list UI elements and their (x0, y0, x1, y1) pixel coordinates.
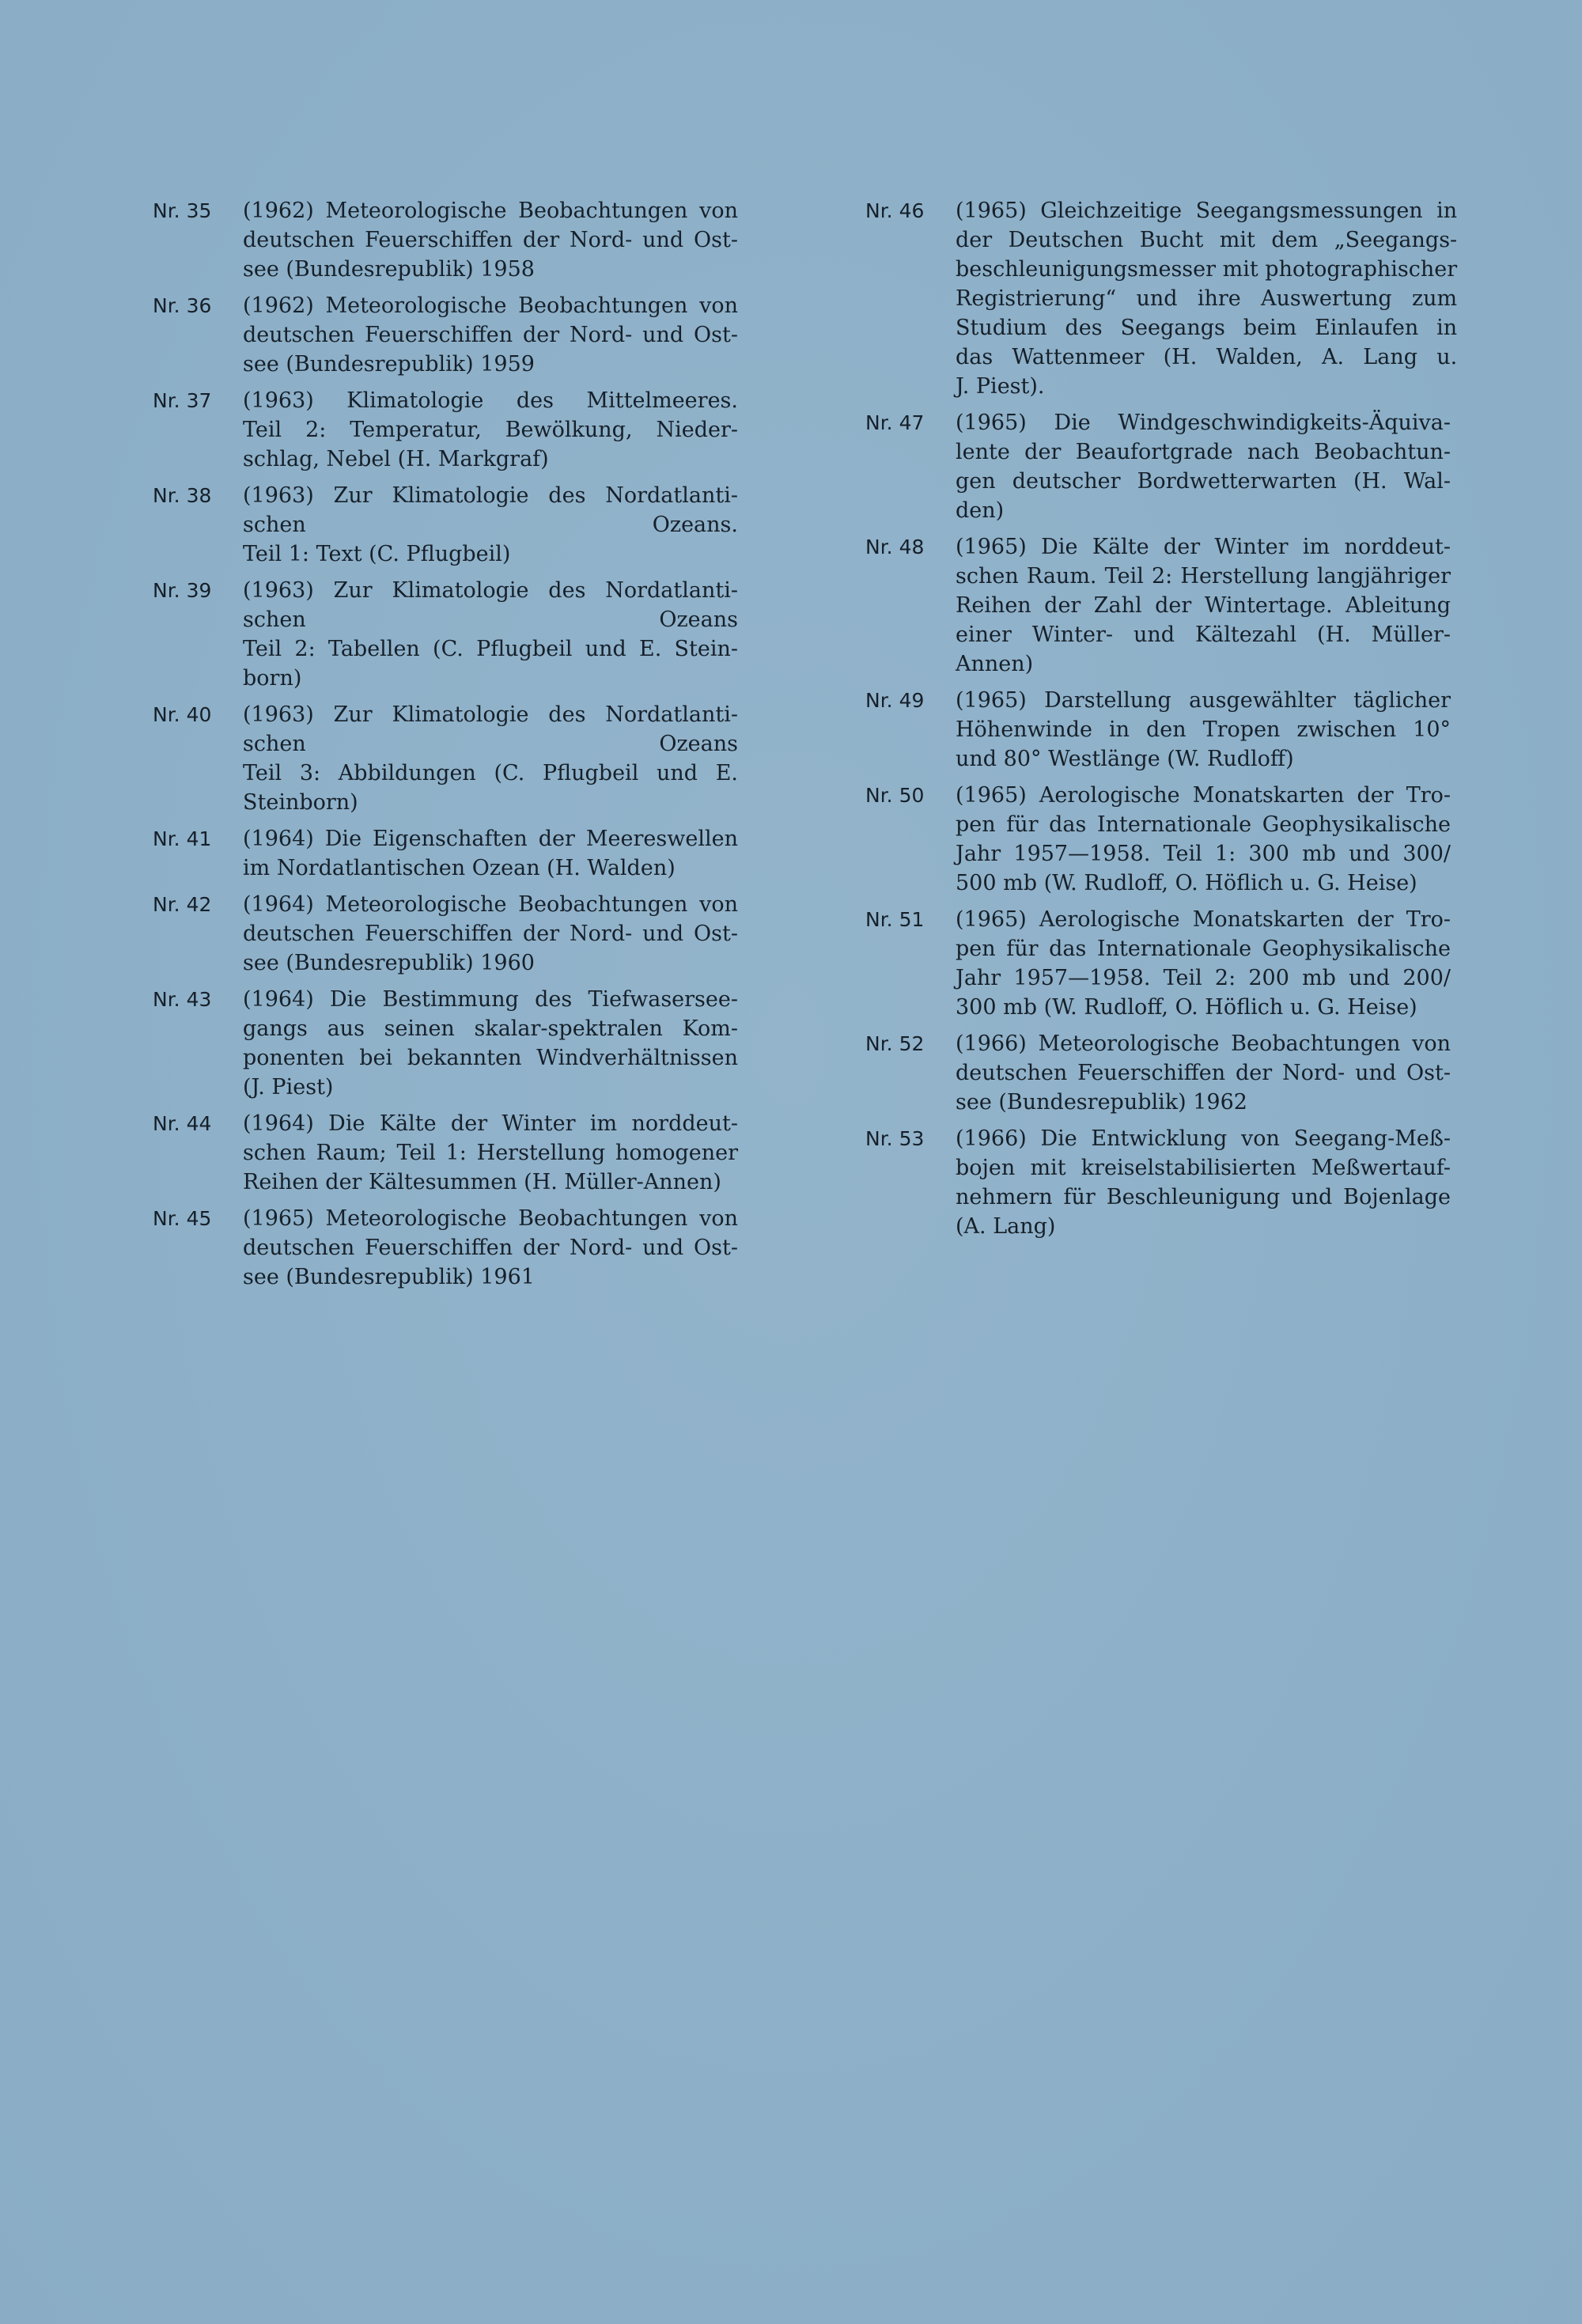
entry-line: im Nordatlantischen Ozean (H. Walden) (243, 856, 676, 880)
publication-entry (153, 1109, 738, 1197)
entry-line: schen Raum; Teil 1: Herstellung homogener (243, 1141, 738, 1165)
entry-text (243, 700, 738, 817)
entry-line: beschleunigungsmesser mit photographischer (956, 257, 1458, 282)
entry-line: (1965) Die Windgeschwindigkeits-Äquiva- (956, 411, 1451, 435)
entry-line: (1962) Meteorologische Beobachtungen von (243, 199, 738, 223)
publication-entry (865, 905, 1451, 1022)
publication-entry (153, 824, 738, 883)
entry-line: (1965) Gleichzeitige Seegangsmessungen in (956, 199, 1458, 223)
entry-line: (1966) Meteorologische Beobachtungen von (956, 1031, 1451, 1056)
entry-line: (1963) Zur Klimatologie des Nordatlanti- (243, 483, 738, 508)
entry-line: (1965) Meteorologische Beobachtungen von (243, 1206, 738, 1231)
entry-line: Steinborn) (243, 790, 358, 815)
entry-text (956, 781, 1451, 898)
entry-line: see (Bundesrepublik) 1960 (243, 951, 535, 975)
entry-line: (1964) Die Bestimmung des Tiefwasersee- (243, 987, 738, 1012)
entry-line: 500 mb (W. Rudloff, O. Höflich u. G. Heise) (956, 871, 1417, 895)
publication-entry (865, 1029, 1451, 1117)
entry-line: see (Bundesrepublik) 1962 (956, 1090, 1247, 1115)
publication-entry (153, 700, 738, 817)
entry-line: see (Bundesrepublik) 1961 (243, 1265, 535, 1289)
entry-line: schen Ozeans (243, 607, 738, 632)
entry-line: gen deutscher Bordwetterwarten (H. Wal- (956, 469, 1451, 494)
entry-line: schlag, Nebel (H. Markgraf) (243, 447, 549, 471)
publication-entry (865, 686, 1451, 774)
entry-text (956, 1124, 1451, 1241)
entry-line: J. Piest). (956, 374, 1045, 399)
entry-line: deutschen Feuerschiffen der Nord- und Ost- (243, 323, 738, 347)
entry-number: Nr. 50 (865, 784, 925, 807)
entry-number: Nr. 43 (153, 988, 212, 1011)
entry-text (956, 905, 1451, 1022)
entry-number: Nr. 53 (865, 1127, 925, 1150)
entry-text (243, 386, 738, 474)
entry-line: pen für das Internationale Geophysikalische (956, 937, 1451, 961)
entry-line: Registrierung“ und ihre Auswertung zum (956, 286, 1458, 311)
entry-line: schen Raum. Teil 2: Herstellung langjähriger (956, 564, 1451, 589)
entry-text (956, 1029, 1451, 1117)
entry-text (956, 686, 1451, 774)
entry-line: pen für das Internationale Geophysikalische (956, 812, 1451, 837)
entry-line: ponenten bei bekannten Windverhältnissen (243, 1046, 738, 1070)
entry-text (956, 408, 1451, 525)
entry-number: Nr. 39 (153, 579, 212, 602)
entry-line: den) (956, 498, 1005, 523)
entry-line: born) (243, 666, 302, 691)
right-column (865, 196, 1458, 1248)
entry-number: Nr. 35 (153, 199, 212, 222)
entry-line: (1965) Aerologische Monatskarten der Tro- (956, 907, 1451, 932)
publication-entry (865, 781, 1451, 898)
publication-entry (153, 890, 738, 978)
entry-line: see (Bundesrepublik) 1959 (243, 352, 535, 377)
publication-entry (865, 196, 1458, 401)
entry-line: der Deutschen Bucht mit dem „Seegangs- (956, 228, 1458, 252)
entry-text (243, 481, 738, 569)
publication-entry (865, 408, 1451, 525)
entry-line: 300 mb (W. Rudloff, O. Höflich u. G. Heise) (956, 995, 1417, 1020)
entry-line: deutschen Feuerschiffen der Nord- und Ost- (243, 228, 738, 252)
entry-text (243, 1109, 738, 1197)
entry-number: Nr. 47 (865, 411, 925, 434)
entry-text (243, 985, 738, 1102)
publication-entry (865, 1124, 1451, 1241)
entry-text (243, 824, 738, 883)
entry-line: Teil 1: Text (C. Pflugbeil) (243, 542, 511, 566)
publication-entry (153, 1204, 738, 1292)
entry-line: schen Ozeans. (243, 513, 738, 537)
entry-number: Nr. 46 (865, 199, 925, 222)
entry-line: (1964) Meteorologische Beobachtungen von (243, 892, 738, 917)
entry-text (243, 576, 738, 693)
entry-line: schen Ozeans (243, 732, 738, 756)
entry-text (243, 196, 738, 284)
left-column (153, 196, 738, 1299)
entry-line: (1965) Die Kälte der Winter im norddeut- (956, 535, 1451, 559)
entry-text (243, 1204, 738, 1292)
entry-number: Nr. 52 (865, 1032, 925, 1055)
entry-number: Nr. 36 (153, 294, 212, 317)
publication-entry (153, 291, 738, 379)
entry-text (956, 196, 1457, 401)
publication-entry (153, 196, 738, 284)
entry-line: Höhenwinde in den Tropen zwischen 10° (956, 717, 1451, 742)
entry-number: Nr. 37 (153, 389, 212, 412)
entry-number: Nr. 38 (153, 484, 212, 507)
entry-line: (1964) Die Kälte der Winter im norddeut- (243, 1111, 738, 1136)
entry-line: deutschen Feuerschiffen der Nord- und Ost- (956, 1061, 1451, 1085)
entry-number: Nr. 41 (153, 827, 212, 850)
entry-line: Teil 3: Abbildungen (C. Pflugbeil und E. (243, 761, 738, 785)
entry-line: lente der Beaufortgrade nach Beobachtun- (956, 440, 1451, 464)
entry-line: (1964) Die Eigenschaften der Meereswellen (243, 827, 738, 851)
entry-number: Nr. 40 (153, 703, 212, 726)
entry-line: (1963) Zur Klimatologie des Nordatlanti- (243, 578, 738, 603)
entry-line: Teil 2: Tabellen (C. Pflugbeil und E. Stein- (243, 637, 738, 661)
publication-entry (153, 481, 738, 569)
entry-line: Teil 2: Temperatur, Bewölkung, Nieder- (243, 418, 738, 442)
publication-entry (865, 532, 1451, 679)
entry-line: (1965) Darstellung ausgewählter täglicher (956, 688, 1451, 713)
entry-number: Nr. 42 (153, 893, 212, 916)
entry-line: Reihen der Kältesummen (H. Müller-Annen) (243, 1170, 721, 1194)
entry-line: deutschen Feuerschiffen der Nord- und Ost- (243, 922, 738, 946)
entry-text (243, 890, 738, 978)
entry-line: (1963) Zur Klimatologie des Nordatlanti- (243, 702, 738, 727)
entry-line: und 80° Westlänge (W. Rudloff) (956, 747, 1294, 771)
entry-line: deutschen Feuerschiffen der Nord- und Ost- (243, 1236, 738, 1260)
entry-number: Nr. 45 (153, 1207, 212, 1230)
entry-line: (J. Piest) (243, 1075, 334, 1100)
entry-line: Reihen der Zahl der Wintertage. Ableitung (956, 593, 1451, 618)
entry-line: (1965) Aerologische Monatskarten der Tro- (956, 783, 1451, 808)
entry-line: (1966) Die Entwicklung von Seegang-Meß- (956, 1126, 1451, 1151)
entry-text (243, 291, 738, 379)
entry-line: (1963) Klimatologie des Mittelmeeres. (243, 388, 738, 413)
entry-line: Jahr 1957—1958. Teil 2: 200 mb und 200/ (956, 966, 1451, 990)
publication-entry (153, 386, 738, 474)
entry-line: see (Bundesrepublik) 1958 (243, 257, 535, 282)
entry-number: Nr. 51 (865, 908, 925, 931)
publication-entry (153, 576, 738, 693)
entry-number: Nr. 49 (865, 689, 925, 712)
entry-line: Jahr 1957—1958. Teil 1: 300 mb und 300/ (956, 842, 1451, 866)
entry-number: Nr. 48 (865, 536, 925, 558)
entry-line: nehmern für Beschleunigung und Bojenlage (956, 1185, 1451, 1209)
entry-line: einer Winter- und Kältezahl (H. Müller- (956, 623, 1451, 647)
entry-line: Annen) (956, 652, 1034, 676)
entry-text (956, 532, 1451, 679)
entry-line: Studium des Seegangs beim Einlaufen in (956, 316, 1458, 340)
entry-line: (A. Lang) (956, 1214, 1056, 1239)
entry-number: Nr. 44 (153, 1112, 212, 1135)
entry-line: (1962) Meteorologische Beobachtungen von (243, 293, 738, 318)
entry-line: bojen mit kreiselstabilisierten Meßwertauf- (956, 1156, 1451, 1180)
publication-entry (153, 985, 738, 1102)
entry-line: das Wattenmeer (H. Walden, A. Lang u. (956, 345, 1458, 369)
entry-line: gangs aus seinen skalar-spektralen Kom- (243, 1016, 738, 1041)
